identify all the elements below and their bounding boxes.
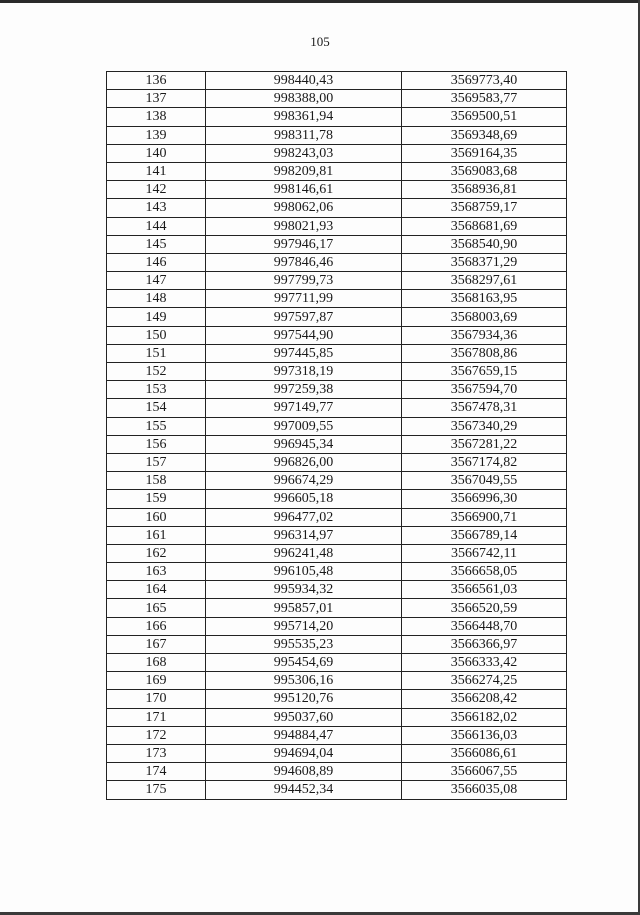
point-number-cell: 140 — [107, 144, 206, 162]
y-coordinate-cell: 3568681,69 — [402, 217, 567, 235]
x-coordinate-cell: 994452,34 — [206, 781, 402, 799]
y-coordinate-cell: 3566182,02 — [402, 708, 567, 726]
y-coordinate-cell: 3567174,82 — [402, 453, 567, 471]
y-coordinate-cell: 3566561,03 — [402, 581, 567, 599]
x-coordinate-cell: 998361,94 — [206, 108, 402, 126]
coordinates-table — [106, 71, 567, 800]
point-number-cell: 166 — [107, 617, 206, 635]
y-coordinate-cell: 3566520,59 — [402, 599, 567, 617]
y-coordinate-cell: 3566900,71 — [402, 508, 567, 526]
table-row — [107, 672, 567, 690]
point-number-cell: 156 — [107, 435, 206, 453]
y-coordinate-cell: 3566742,11 — [402, 544, 567, 562]
y-coordinate-cell: 3567281,22 — [402, 435, 567, 453]
x-coordinate-cell: 995120,76 — [206, 690, 402, 708]
x-coordinate-cell: 998021,93 — [206, 217, 402, 235]
x-coordinate-cell: 997799,73 — [206, 272, 402, 290]
x-coordinate-cell: 995037,60 — [206, 708, 402, 726]
x-coordinate-cell: 997318,19 — [206, 363, 402, 381]
table-row — [107, 272, 567, 290]
table-row — [107, 508, 567, 526]
x-coordinate-cell: 994884,47 — [206, 726, 402, 744]
table-row — [107, 490, 567, 508]
x-coordinate-cell: 998146,61 — [206, 181, 402, 199]
table-row — [107, 599, 567, 617]
x-coordinate-cell: 996674,29 — [206, 472, 402, 490]
y-coordinate-cell: 3566274,25 — [402, 672, 567, 690]
point-number-cell: 173 — [107, 744, 206, 762]
point-number-cell: 136 — [107, 72, 206, 90]
point-number-cell: 159 — [107, 490, 206, 508]
point-number-cell: 144 — [107, 217, 206, 235]
y-coordinate-cell: 3568297,61 — [402, 272, 567, 290]
y-coordinate-cell: 3567594,70 — [402, 381, 567, 399]
x-coordinate-cell: 994608,89 — [206, 763, 402, 781]
table-row — [107, 381, 567, 399]
x-coordinate-cell: 997946,17 — [206, 235, 402, 253]
y-coordinate-cell: 3566208,42 — [402, 690, 567, 708]
x-coordinate-cell: 996241,48 — [206, 544, 402, 562]
point-number-cell: 150 — [107, 326, 206, 344]
table-row — [107, 472, 567, 490]
point-number-cell: 161 — [107, 526, 206, 544]
table-row — [107, 563, 567, 581]
point-number-cell: 153 — [107, 381, 206, 399]
y-coordinate-cell: 3567808,86 — [402, 344, 567, 362]
table-row — [107, 526, 567, 544]
table-row — [107, 726, 567, 744]
table-row — [107, 363, 567, 381]
table-row — [107, 617, 567, 635]
x-coordinate-cell: 995934,32 — [206, 581, 402, 599]
x-coordinate-cell: 996105,48 — [206, 563, 402, 581]
y-coordinate-cell: 3568540,90 — [402, 235, 567, 253]
x-coordinate-cell: 996826,00 — [206, 453, 402, 471]
point-number-cell: 152 — [107, 363, 206, 381]
table-row — [107, 235, 567, 253]
table-row — [107, 108, 567, 126]
x-coordinate-cell: 998388,00 — [206, 90, 402, 108]
x-coordinate-cell: 998062,06 — [206, 199, 402, 217]
table-row — [107, 690, 567, 708]
x-coordinate-cell: 995857,01 — [206, 599, 402, 617]
table-row — [107, 763, 567, 781]
point-number-cell: 157 — [107, 453, 206, 471]
point-number-cell: 167 — [107, 635, 206, 653]
scan-edge-top — [0, 0, 640, 3]
table-row — [107, 635, 567, 653]
y-coordinate-cell: 3568759,17 — [402, 199, 567, 217]
point-number-cell: 146 — [107, 253, 206, 271]
y-coordinate-cell: 3566658,05 — [402, 563, 567, 581]
table-row — [107, 544, 567, 562]
point-number-cell: 169 — [107, 672, 206, 690]
y-coordinate-cell: 3566333,42 — [402, 654, 567, 672]
point-number-cell: 165 — [107, 599, 206, 617]
table-row — [107, 144, 567, 162]
point-number-cell: 158 — [107, 472, 206, 490]
y-coordinate-cell: 3567049,55 — [402, 472, 567, 490]
table-row — [107, 253, 567, 271]
x-coordinate-cell: 996314,97 — [206, 526, 402, 544]
point-number-cell: 163 — [107, 563, 206, 581]
table-row — [107, 581, 567, 599]
table-row — [107, 162, 567, 180]
point-number-cell: 151 — [107, 344, 206, 362]
y-coordinate-cell: 3567478,31 — [402, 399, 567, 417]
point-number-cell: 138 — [107, 108, 206, 126]
y-coordinate-cell: 3568163,95 — [402, 290, 567, 308]
point-number-cell: 164 — [107, 581, 206, 599]
point-number-cell: 142 — [107, 181, 206, 199]
table-row — [107, 435, 567, 453]
x-coordinate-cell: 995535,23 — [206, 635, 402, 653]
x-coordinate-cell: 998243,03 — [206, 144, 402, 162]
y-coordinate-cell: 3567340,29 — [402, 417, 567, 435]
x-coordinate-cell: 998209,81 — [206, 162, 402, 180]
y-coordinate-cell: 3568003,69 — [402, 308, 567, 326]
y-coordinate-cell: 3567934,36 — [402, 326, 567, 344]
table-row — [107, 217, 567, 235]
x-coordinate-cell: 996605,18 — [206, 490, 402, 508]
y-coordinate-cell: 3569348,69 — [402, 126, 567, 144]
point-number-cell: 137 — [107, 90, 206, 108]
point-number-cell: 168 — [107, 654, 206, 672]
x-coordinate-cell: 997544,90 — [206, 326, 402, 344]
x-coordinate-cell: 997009,55 — [206, 417, 402, 435]
y-coordinate-cell: 3566067,55 — [402, 763, 567, 781]
x-coordinate-cell: 997711,99 — [206, 290, 402, 308]
y-coordinate-cell: 3569500,51 — [402, 108, 567, 126]
point-number-cell: 170 — [107, 690, 206, 708]
y-coordinate-cell: 3569164,35 — [402, 144, 567, 162]
x-coordinate-cell: 997597,87 — [206, 308, 402, 326]
coordinates-table-body — [107, 72, 567, 800]
table-row — [107, 417, 567, 435]
y-coordinate-cell: 3566035,08 — [402, 781, 567, 799]
y-coordinate-cell: 3567659,15 — [402, 363, 567, 381]
point-number-cell: 147 — [107, 272, 206, 290]
table-row — [107, 308, 567, 326]
y-coordinate-cell: 3569773,40 — [402, 72, 567, 90]
x-coordinate-cell: 998440,43 — [206, 72, 402, 90]
point-number-cell: 175 — [107, 781, 206, 799]
point-number-cell: 148 — [107, 290, 206, 308]
x-coordinate-cell: 995454,69 — [206, 654, 402, 672]
table-row — [107, 72, 567, 90]
point-number-cell: 139 — [107, 126, 206, 144]
table-row — [107, 181, 567, 199]
y-coordinate-cell: 3566789,14 — [402, 526, 567, 544]
point-number-cell: 160 — [107, 508, 206, 526]
point-number-cell: 172 — [107, 726, 206, 744]
table-row — [107, 708, 567, 726]
x-coordinate-cell: 997259,38 — [206, 381, 402, 399]
y-coordinate-cell: 3566996,30 — [402, 490, 567, 508]
x-coordinate-cell: 996945,34 — [206, 435, 402, 453]
x-coordinate-cell: 997846,46 — [206, 253, 402, 271]
point-number-cell: 145 — [107, 235, 206, 253]
table-row — [107, 781, 567, 799]
y-coordinate-cell: 3569083,68 — [402, 162, 567, 180]
y-coordinate-cell: 3566086,61 — [402, 744, 567, 762]
y-coordinate-cell: 3566366,97 — [402, 635, 567, 653]
y-coordinate-cell: 3568936,81 — [402, 181, 567, 199]
point-number-cell: 143 — [107, 199, 206, 217]
table-row — [107, 326, 567, 344]
page-number: 105 — [310, 34, 330, 49]
point-number-cell: 171 — [107, 708, 206, 726]
y-coordinate-cell: 3566448,70 — [402, 617, 567, 635]
table-row — [107, 344, 567, 362]
x-coordinate-cell: 997445,85 — [206, 344, 402, 362]
point-number-cell: 155 — [107, 417, 206, 435]
table-row — [107, 654, 567, 672]
table-row — [107, 126, 567, 144]
table-row — [107, 744, 567, 762]
point-number-cell: 162 — [107, 544, 206, 562]
x-coordinate-cell: 995306,16 — [206, 672, 402, 690]
y-coordinate-cell: 3568371,29 — [402, 253, 567, 271]
y-coordinate-cell: 3566136,03 — [402, 726, 567, 744]
point-number-cell: 174 — [107, 763, 206, 781]
table-row — [107, 453, 567, 471]
x-coordinate-cell: 998311,78 — [206, 126, 402, 144]
point-number-cell: 154 — [107, 399, 206, 417]
x-coordinate-cell: 995714,20 — [206, 617, 402, 635]
table-row — [107, 90, 567, 108]
y-coordinate-cell: 3569583,77 — [402, 90, 567, 108]
x-coordinate-cell: 994694,04 — [206, 744, 402, 762]
point-number-cell: 141 — [107, 162, 206, 180]
table-row — [107, 290, 567, 308]
x-coordinate-cell: 997149,77 — [206, 399, 402, 417]
table-row — [107, 399, 567, 417]
point-number-cell: 149 — [107, 308, 206, 326]
table-row — [107, 199, 567, 217]
x-coordinate-cell: 996477,02 — [206, 508, 402, 526]
